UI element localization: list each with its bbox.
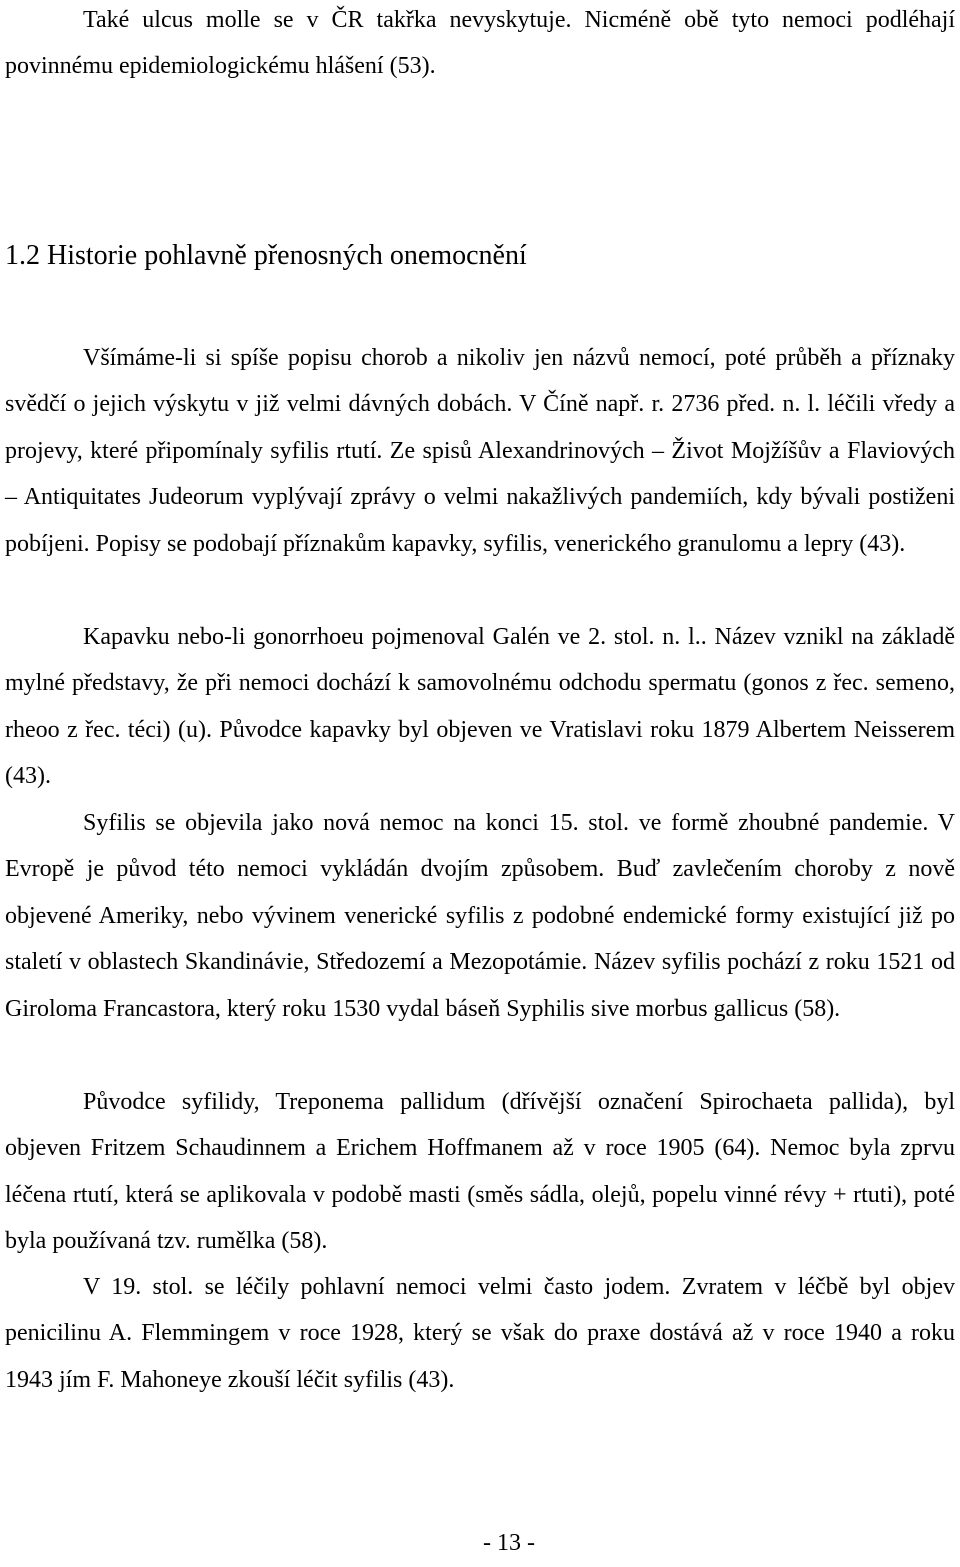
paragraph-gonorrhoea: Kapavku nebo-li gonorrhoeu pojmenoval Galén ve 2. stol. n. l.. Název vznikl na základě mylné představy, že při nemoci dochází k samovolnému odchodu spermatu (gonos z řec. semeno, rheoo z řec. téci) (u). Původce kapavky byl objeven ve Vratislavi roku 1879 Albertem Neisserem (43). [5,624,955,790]
paragraph-treponema: Původce syfilidy, Treponema pallidum (dřívější označení Spirochaeta pallida), byl objeven Fritzem Schaudinnem a Erichem Hoffmanem až v roce 1905 (64). Nemoc byla zprvu léčena rtutí, která se aplikovala v podobě masti (směs sádla, olejů, popelu vinné révy + rtuti), poté byla používaná tzv. rumělka (58). [5,1089,955,1255]
intro-paragraph: Také ulcus molle se v ČR takřka nevyskytuje. Nicméně obě tyto nemoci podléhají povinnému epidemiologickému hlášení (53). [5,7,955,80]
section-heading: 1.2 Historie pohlavně přenosných onemocnění [5,240,527,271]
document-page [5,0,955,1567]
paragraph-syphilis-origin: Syfilis se objevila jako nová nemoc na konci 15. stol. ve formě zhoubné pandemie. V Evropě je původ této nemoci vykládán dvojím způsobem. Buď zavlečením choroby z nově objevené Ameriky, nebo vývinem venerické syfilis z podobné endemické formy existující již po staletí v oblastech Skandinávie, Středozemí a Mezopotámie. Název syfilis pochází z roku 1521 od Giroloma Francastora, který roku 1530 vydal báseň Syphilis sive morbus gallicus (58). [5,810,955,1022]
paragraph-treatment: V 19. stol. se léčily pohlavní nemoci velmi často jodem. Zvratem v léčbě byl objev penicilinu A. Flemmingem v roce 1928, který se však do praxe dostává až v roce 1940 a roku 1943 jím F. Mahoneye zkouší léčit syfilis (43). [5,1274,955,1393]
page-number: - 13 - [483,1530,535,1556]
paragraph-history-overview: Všímáme-li si spíše popisu chorob a nikoliv jen názvů nemocí, poté průběh a příznaky svědčí o jejich výskytu v již velmi dávných dobách. V Číně např. r. 2736 před. n. l. léčili vředy a projevy, které připomínaly syfilis rtutí. Ze spisů Alexandrinových – Život Mojžíšův a Flaviových – Antiquitates Judeorum vyplývají zprávy o velmi nakažlivých pandemiích, kdy bývali postiženi pobíjeni. Popisy se podobají příznakům kapavky, syfilis, venerického granulomu a lepry (43). [5,345,955,557]
